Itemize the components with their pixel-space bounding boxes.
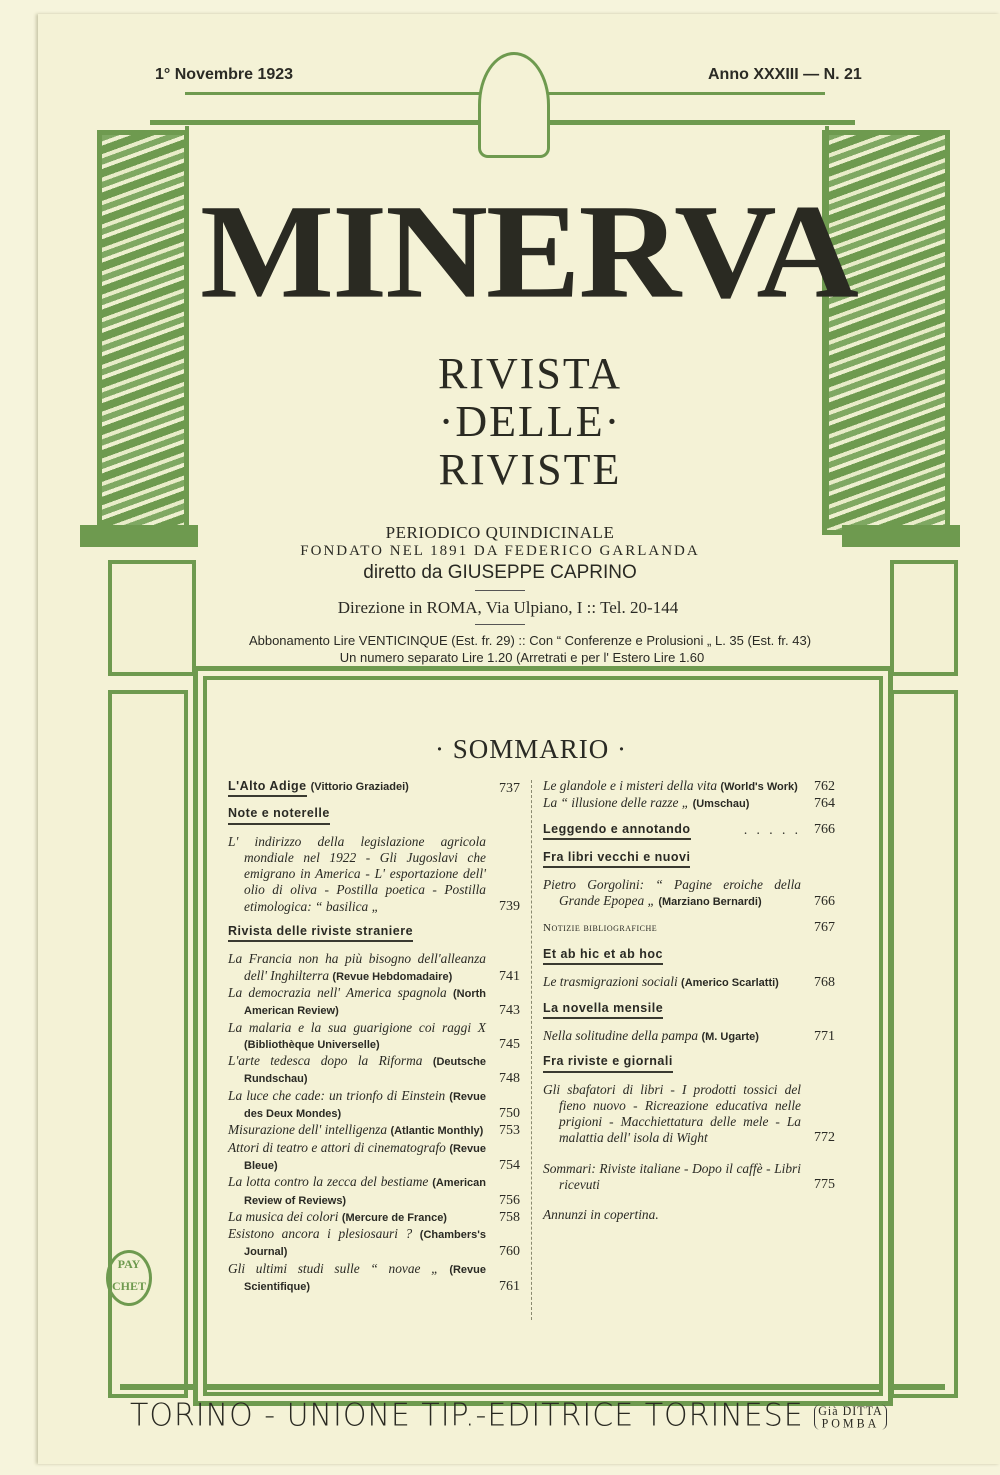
divider — [475, 590, 525, 591]
contents-entry — [543, 795, 835, 812]
founded-line: FONDATO NEL 1891 DA FEDERICO GARLANDA — [300, 543, 700, 559]
page-number: 761 — [499, 1279, 520, 1295]
page-number: 764 — [814, 796, 835, 812]
section-title: La novella mensile — [543, 1000, 663, 1019]
contents-entry — [543, 778, 835, 795]
entry-title: La democrazia nell' America spagnola — [228, 984, 447, 1000]
entry-title: Esistono ancora i plesiosauri ? — [228, 1226, 413, 1242]
page-number: 766 — [814, 821, 835, 837]
entry-title: La “ illusione delle razze „ — [543, 795, 690, 811]
contents-entry — [228, 1174, 520, 1209]
contents-entry — [543, 974, 835, 991]
entry-source: (Chambers's Journal) — [244, 1229, 486, 1259]
contents-section — [543, 821, 835, 840]
contents-entry — [228, 1122, 520, 1139]
contents-section — [228, 923, 520, 942]
section-title: Leggendo e annotando — [543, 821, 691, 840]
entry-source: (M. Ugarte) — [701, 1030, 759, 1043]
page-number: 743 — [499, 1003, 520, 1019]
entry-source: (World's Work) — [720, 781, 798, 793]
contents-entry — [543, 1161, 835, 1194]
issue-date: 1° Novembre 1923 — [155, 66, 294, 83]
section-title: Fra riviste e giornali — [543, 1053, 673, 1072]
entry-title: L'arte tedesca dopo la Riforma — [228, 1053, 423, 1069]
contents-lead-item — [228, 778, 520, 797]
section-title: Note e noterelle — [228, 805, 330, 824]
contents-section — [543, 849, 835, 868]
dot-leader: . . . . . — [743, 821, 801, 837]
entry-title: La luce che cade: un trionfo di Einstein — [228, 1087, 446, 1103]
contents-section — [543, 1053, 835, 1072]
entry-source: (Deutsche Rundschau) — [244, 1056, 486, 1086]
entry-title: La lotta contro la zecca del bestiame — [228, 1174, 429, 1190]
entry-source: (Revue des Deux Mondes) — [244, 1090, 486, 1121]
printer-stamp-logo: PAY CHET — [106, 1250, 152, 1306]
contents-heading: · SOMMARIO · — [434, 734, 628, 764]
contents-entry — [543, 1028, 835, 1045]
contents-heading-text: SOMMARIO — [452, 734, 610, 764]
page-number: 756 — [499, 1192, 520, 1208]
contents-entry — [228, 985, 520, 1020]
section-title: Et ab hic et ab hoc — [543, 946, 663, 965]
entry-source: (Americo Scarlatti) — [681, 977, 779, 990]
page-number: 745 — [499, 1036, 520, 1052]
entry-source: (Bibliothèque Universelle) — [244, 1038, 380, 1051]
column-divider — [531, 780, 532, 1320]
former-name — [814, 1404, 886, 1429]
periodicity: PERIODICO QUINDICINALE — [385, 523, 615, 542]
entry-title: Nella solitudine della pampa — [543, 1027, 699, 1043]
former-line-1: Già DITTA — [818, 1402, 883, 1418]
single-issue-price: Un numero separato Lire 1.20 (Arretrati e per l' Estero Lire 1.60 — [339, 650, 705, 665]
entry-title: La malaria e la sua guarigione coi raggi X — [228, 1019, 486, 1035]
entry-title: Gli sbafatori di libri - I prodotti tossici del fieno nuovo - Ricreazione educativa nelle prigioni - Macchiettatura delle mele - La malattia dell' isola di Wight — [543, 1081, 801, 1146]
entry-title: Le glandole e i misteri della vita — [543, 778, 718, 793]
page-number: 748 — [499, 1071, 520, 1087]
contents-entry — [228, 1088, 520, 1123]
entry-source: (Revue Scientifique) — [244, 1263, 486, 1294]
issue-number: Anno XXXIII — N. 21 — [708, 66, 862, 83]
contents-section — [543, 1000, 835, 1019]
page-number: 758 — [499, 1209, 520, 1225]
contents-entry — [228, 1209, 520, 1226]
page-number: 750 — [499, 1106, 520, 1122]
contents-left-column — [228, 778, 520, 1295]
entry-source: (Marziano Bernardi) — [658, 896, 762, 909]
subscription-line: Abbonamento Lire VENTICINQUE (Est. fr. 29) :: Con “ Conferenze e Prolusioni „ L. 35 (Est. fr. 43) — [248, 633, 812, 648]
contents-entry — [228, 834, 520, 915]
section-title: Rivista delle riviste straniere — [228, 923, 413, 942]
lead-title: L'Alto Adige — [228, 778, 307, 797]
address-line: Direzione in ROMA, Via Ulpiano, I :: Tel. 20-144 — [337, 598, 679, 617]
magazine-title: MINERVA — [200, 175, 857, 327]
contents-entry — [228, 1053, 520, 1088]
contents-entry — [228, 1261, 520, 1296]
entry-title: Attori di teatro e attori di cinematografo — [228, 1139, 446, 1155]
page-number: 760 — [499, 1244, 520, 1260]
entry-title: La Francia non ha più bisogno dell'alleanza dell' Inghilterra — [228, 951, 486, 983]
entry-title: Notizie bibliografiche — [543, 921, 658, 934]
entry-source: (Atlantic Monthly) — [390, 1125, 484, 1138]
page-number: 767 — [814, 919, 835, 935]
page-number: 737 — [499, 781, 520, 796]
printer-name: TORINO - UNIONE TIP.-EDITRICE TORINESE — [130, 1397, 804, 1434]
director-line: diretto da GIUSEPPE CAPRINO — [363, 562, 637, 583]
page-number: 775 — [814, 1177, 835, 1193]
subtitle-line-2: ·DELLE· — [438, 397, 622, 446]
contents-entry — [543, 1207, 835, 1223]
left-foliage-pillar — [97, 130, 189, 535]
entry-source: (Mercure de France) — [341, 1211, 447, 1224]
entry-source: (Revue Bleue) — [244, 1142, 486, 1172]
entry-source: (North American Review) — [244, 987, 486, 1018]
page-number: 768 — [814, 975, 835, 991]
entry-source: (American Review of Reviews) — [244, 1177, 486, 1207]
contents-entry — [228, 1020, 520, 1054]
entry-title: Gli ultimi studi sulle “ novae „ — [228, 1260, 439, 1276]
contents-right-column — [543, 778, 835, 1224]
subtitle-line-3: RIVISTE — [438, 445, 622, 494]
page-number: 754 — [499, 1157, 520, 1173]
contents-section — [228, 805, 520, 824]
former-line-2: POMBA — [821, 1415, 880, 1431]
entry-title: Sommari: Riviste italiane - Dopo il caffè - Libri ricevuti — [543, 1160, 801, 1193]
divider — [475, 624, 525, 625]
entry-title: Misurazione dell' intelligenza — [228, 1122, 388, 1138]
contents-entry — [543, 877, 835, 911]
page-number: 771 — [814, 1028, 835, 1044]
page-number: 753 — [499, 1123, 520, 1139]
contents-entry — [543, 919, 835, 936]
lead-source: (Vittorio Graziadei) — [310, 781, 409, 793]
page-number: 766 — [814, 894, 835, 910]
contents-entry — [228, 1226, 520, 1261]
entry-title: Le trasmigrazioni sociali — [543, 974, 678, 990]
entry-title: Pietro Gorgolini: “ Pagine eroiche della Grande Epopea „ — [543, 877, 801, 909]
contents-entry — [543, 1082, 835, 1147]
page-number: 772 — [814, 1130, 835, 1146]
entry-source: (Umschau) — [692, 798, 750, 811]
contents-entry — [228, 951, 520, 985]
page-number: 739 — [499, 898, 520, 914]
section-title: Fra libri vecchi e nuovi — [543, 849, 690, 868]
entry-title: Annunzi in copertina. — [543, 1207, 659, 1223]
contents-section — [543, 946, 835, 965]
contents-entry — [228, 1140, 520, 1175]
page-number: 762 — [814, 779, 835, 794]
right-column — [890, 690, 958, 1398]
entry-source: (Revue Hebdomadaire) — [332, 970, 453, 983]
page-number: 741 — [499, 968, 520, 984]
entry-title: L' indirizzo della legislazione agricola mondiale nel 1922 - Gli Jugoslavi che emigrano in America - L' esportazione dell' olio di oliva - Postilla poetica - Postilla etimologica: “ basilica „ — [228, 833, 486, 914]
printer-line — [130, 1397, 887, 1434]
subtitle-line-1: RIVISTA — [437, 349, 623, 398]
entry-title: La musica dei colori — [228, 1208, 339, 1224]
